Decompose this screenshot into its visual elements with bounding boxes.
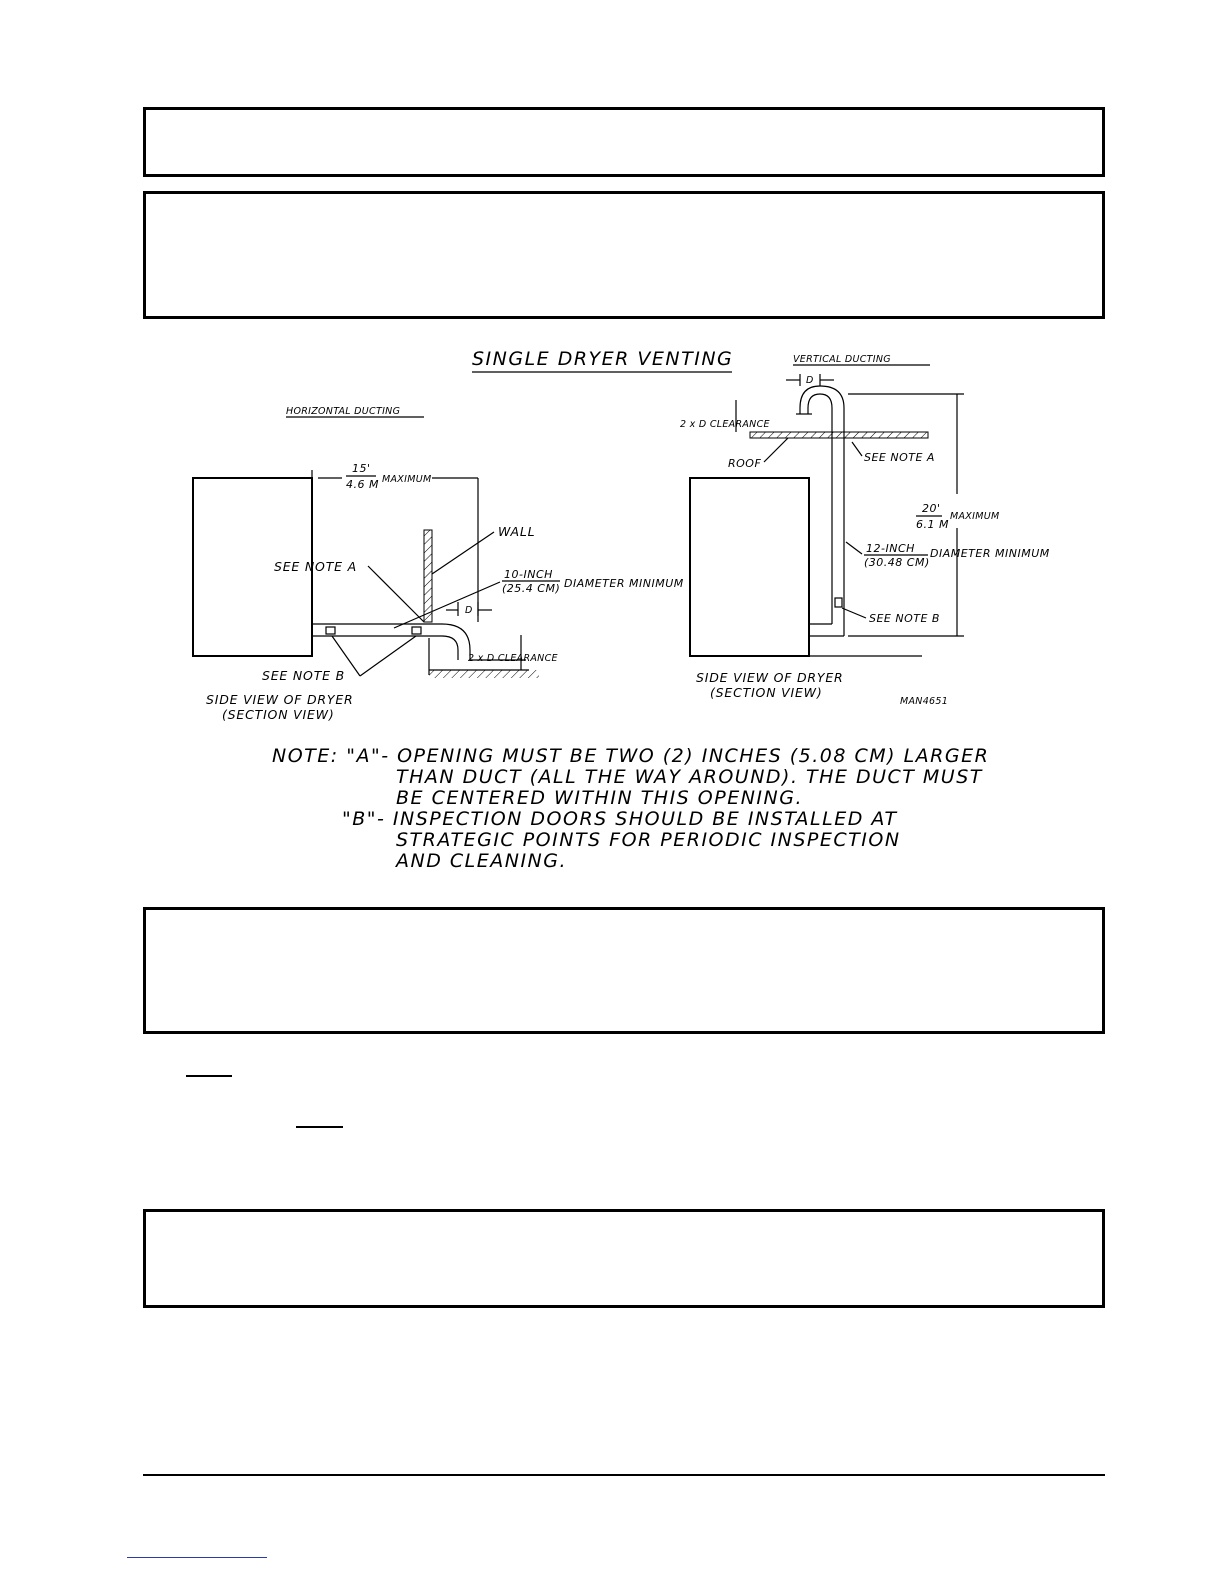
inspection-door-1 — [326, 627, 335, 634]
note-line-6: AND CLEANING. — [396, 850, 568, 872]
vertical-ducting-heading: VERTICAL DUCTING — [793, 354, 891, 365]
v-diameter-leader — [846, 542, 862, 554]
v-see-note-b: SEE NOTE B — [869, 612, 940, 625]
underline-mark-2 — [296, 1126, 343, 1128]
v-distance-label: MAXIMUM — [950, 511, 1000, 522]
v-caption-2: (SECTION VIEW) — [710, 685, 823, 700]
h-note-a-leader — [368, 566, 424, 622]
ground-hatch — [429, 670, 539, 678]
v-gooseneck-outer — [800, 386, 844, 432]
v-d-label: D — [806, 375, 814, 386]
note-line-1: NOTE: "A"- OPENING MUST BE TWO (2) INCHES (5.08 CM) LARGER — [272, 745, 990, 767]
roof-label: ROOF — [728, 457, 762, 470]
h-note-b-leader-2 — [360, 636, 416, 676]
v-diameter-cm: (30.48 CM) — [864, 556, 930, 569]
horizontal-bend-inner — [442, 636, 458, 660]
note-line-3: BE CENTERED WITHIN THIS OPENING. — [396, 787, 803, 809]
wall-hatch — [424, 530, 432, 622]
v-diameter-label: DIAMETER MINIMUM — [930, 547, 1050, 560]
v-see-note-a: SEE NOTE A — [864, 451, 935, 464]
horizontal-distance-label: MAXIMUM — [382, 474, 432, 485]
note-line-5: STRATEGIC POINTS FOR PERIODIC INSPECTION — [396, 829, 901, 851]
v-note-a-leader — [852, 442, 862, 456]
h-see-note-a: SEE NOTE A — [274, 559, 357, 574]
h-d-label: D — [465, 605, 473, 616]
v-gooseneck-inner — [808, 394, 832, 432]
warning-box-3 — [143, 907, 1105, 1034]
h-see-note-b: SEE NOTE B — [262, 668, 345, 683]
horizontal-distance-ft: 15' — [352, 462, 371, 475]
v-distance-ft: 20' — [922, 502, 941, 515]
v-clearance-label: 2 x D CLEARANCE — [680, 419, 770, 430]
warning-box-2 — [143, 191, 1105, 319]
h-caption-2: (SECTION VIEW) — [222, 707, 335, 722]
note-line-2: THAN DUCT (ALL THE WAY AROUND). THE DUCT MUST — [396, 766, 983, 788]
footer-rule — [143, 1474, 1105, 1476]
roof-leader — [764, 438, 788, 462]
warning-box-4 — [143, 1209, 1105, 1308]
horizontal-ducting-heading: HORIZONTAL DUCTING — [286, 406, 401, 417]
h-diameter-leader — [394, 582, 500, 628]
h-diameter-in: 10-INCH — [504, 568, 553, 581]
underline-mark-1 — [186, 1075, 232, 1077]
inspection-door-2 — [412, 627, 421, 634]
v-note-b-leader — [842, 608, 866, 618]
footer-link-underline[interactable] — [127, 1557, 267, 1558]
warning-box-1 — [143, 107, 1105, 177]
note-line-4: "B"- INSPECTION DOORS SHOULD BE INSTALLED AT — [342, 808, 898, 830]
v-caption-1: SIDE VIEW OF DRYER — [696, 670, 844, 685]
v-distance-m: 6.1 M — [916, 518, 949, 531]
wall-leader — [432, 532, 494, 574]
drawing-id: MAN4651 — [900, 696, 949, 707]
h-diameter-label: DIAMETER MINIMUM — [564, 577, 684, 590]
roof-hatch — [750, 432, 928, 438]
wall-label: WALL — [498, 524, 536, 539]
diagram-title: SINGLE DRYER VENTING — [472, 348, 734, 370]
horizontal-distance-m: 4.6 M — [346, 478, 379, 491]
venting-diagram — [180, 330, 1060, 890]
h-diameter-cm: (25.4 CM) — [502, 582, 561, 595]
vertical-dryer-cabinet — [690, 478, 809, 656]
h-clearance-label: 2 x D CLEARANCE — [468, 653, 558, 664]
h-caption-1: SIDE VIEW OF DRYER — [206, 692, 354, 707]
v-diameter-in: 12-INCH — [866, 542, 915, 555]
v-inspection-door — [835, 598, 842, 607]
